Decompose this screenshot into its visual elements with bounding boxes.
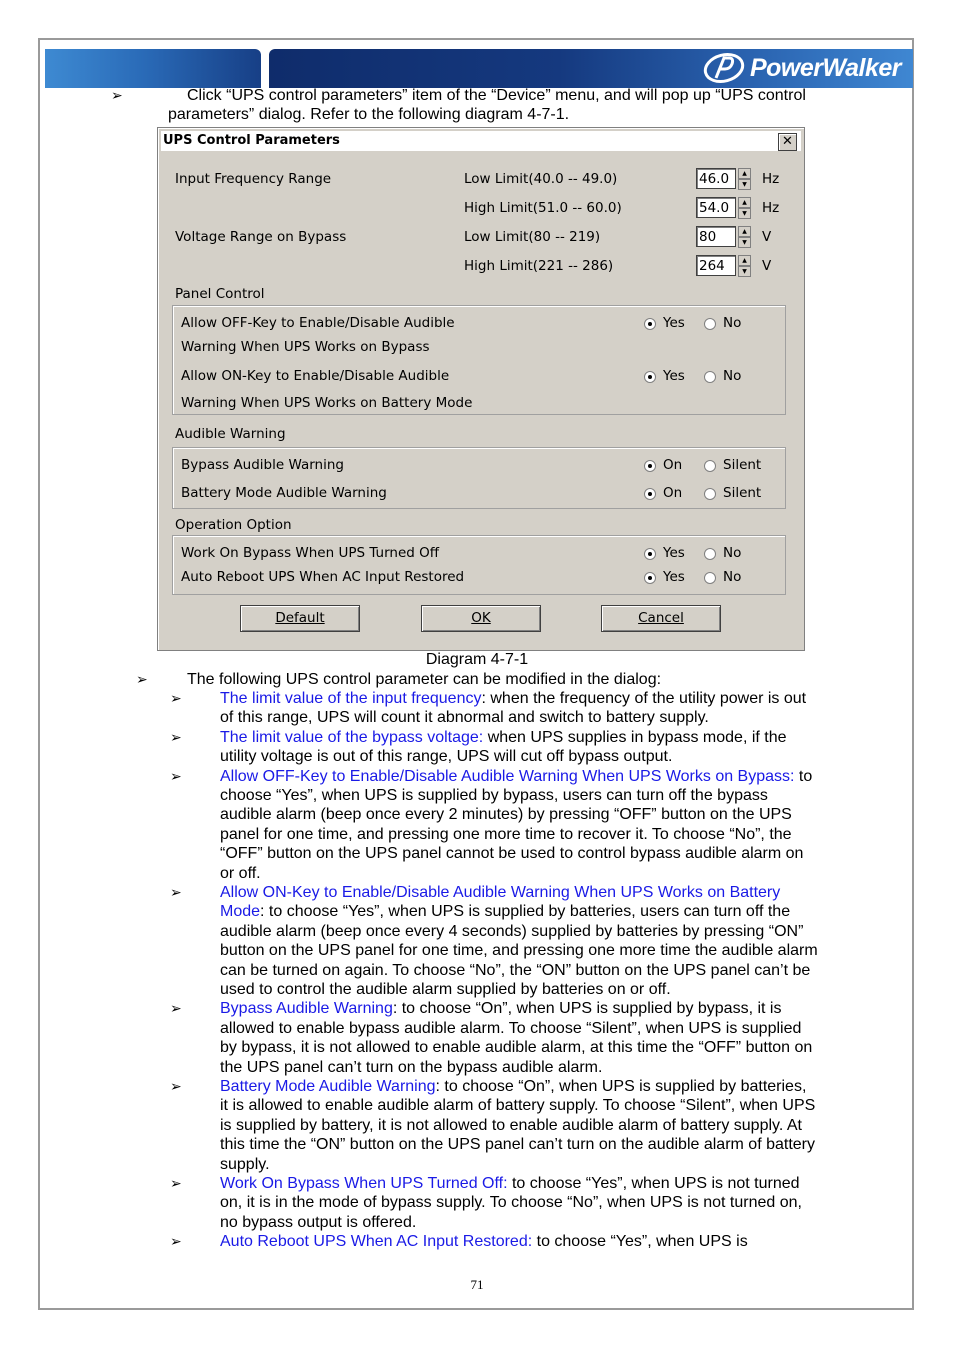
list-item-text: no bypass output is offered. bbox=[220, 1213, 417, 1231]
list-item-line bbox=[220, 999, 781, 1018]
list-item-text: when UPS supplies in bypass mode, if the bbox=[483, 728, 787, 746]
list-intro: The following UPS control parameter can be modified in the dialog: bbox=[187, 671, 662, 688]
off-key-no-radio[interactable] bbox=[704, 318, 716, 330]
on-key-yes-label: Yes bbox=[663, 368, 685, 384]
list-item-title: Mode bbox=[220, 903, 261, 921]
bypass-audible-silent-radio[interactable] bbox=[704, 460, 716, 472]
list-item-text: choose “Yes”, when UPS is supplied by bypass, users can turn off the bypass bbox=[220, 787, 768, 804]
list-item-text: can be turned on again. To choose “No”, the “ON” button on the UPS panel can’t be bbox=[220, 961, 811, 979]
off-key-no-label: No bbox=[723, 315, 742, 331]
unit-v-label: V bbox=[762, 258, 772, 274]
ok-button[interactable] bbox=[421, 605, 541, 632]
work-on-bypass-label: Work On Bypass When UPS Turned Off bbox=[181, 545, 440, 561]
auto-reboot-yes-label: Yes bbox=[663, 569, 685, 585]
spin-up-icon[interactable]: ▲ bbox=[738, 226, 751, 237]
list-item-text: : to choose “Yes”, when UPS is supplied by batteries, users can turn off the bbox=[260, 903, 791, 921]
dialog-title: UPS Control Parameters bbox=[163, 133, 340, 148]
list-item-line bbox=[220, 1232, 748, 1251]
battery-audible-label: Battery Mode Audible Warning bbox=[181, 485, 387, 501]
list-item-line bbox=[220, 1077, 806, 1096]
low-frequency-input[interactable]: 46.0 bbox=[696, 168, 736, 189]
bullet-arrow-icon: ➢ bbox=[136, 671, 148, 687]
ok-button-label: OK bbox=[471, 610, 491, 626]
bypass-voltage-label: Voltage Range on Bypass bbox=[175, 229, 347, 245]
high-frequency-label: High Limit(51.0 -- 60.0) bbox=[464, 200, 622, 216]
on-key-label-1: Allow ON-Key to Enable/Disable Audible bbox=[181, 368, 450, 384]
dialog-titlebar bbox=[161, 131, 801, 151]
close-button[interactable] bbox=[778, 133, 797, 151]
banner-right-block bbox=[269, 49, 913, 88]
list-item-text: button on the UPS panel for one time, and pressing one more time the audible alarm bbox=[220, 942, 818, 960]
bypass-audible-on-radio[interactable] bbox=[644, 460, 656, 472]
bullet-arrow-icon: ➢ bbox=[170, 1000, 182, 1017]
list-item-line bbox=[220, 689, 806, 708]
header-banner bbox=[45, 49, 913, 88]
spin-up-icon[interactable]: ▲ bbox=[738, 168, 751, 179]
spin-up-icon[interactable]: ▲ bbox=[738, 255, 751, 266]
bullet-arrow-icon: ➢ bbox=[170, 690, 182, 706]
list-item-line bbox=[220, 902, 790, 921]
low-voltage-label: Low Limit(80 -- 219) bbox=[464, 229, 601, 245]
list-item-title: Allow OFF-Key to Enable/Disable Audible Warning When UPS Works on Bypass: bbox=[220, 767, 795, 785]
bullet-arrow-icon: ➢ bbox=[170, 1233, 182, 1250]
list-item-title: Work On Bypass When UPS Turned Off: bbox=[220, 1175, 508, 1192]
list-item-text: : to choose “On”, when UPS is supplied by bypass, it is bbox=[392, 1000, 782, 1018]
battery-audible-silent-label: Silent bbox=[723, 485, 762, 501]
spin-down-icon[interactable]: ▼ bbox=[738, 179, 751, 190]
cancel-button[interactable] bbox=[601, 605, 721, 632]
work-on-bypass-no-radio[interactable] bbox=[704, 548, 716, 560]
brand-logo bbox=[702, 52, 901, 84]
battery-audible-silent-radio[interactable] bbox=[704, 488, 716, 500]
low-frequency-spinner[interactable] bbox=[696, 168, 752, 191]
spin-down-icon[interactable]: ▼ bbox=[738, 208, 751, 219]
list-item-line bbox=[220, 1174, 800, 1193]
ups-control-parameters-dialog bbox=[157, 127, 805, 651]
on-key-label-2: Warning When UPS Works on Battery Mode bbox=[181, 395, 473, 411]
list-item-title: Battery Mode Audible Warning bbox=[220, 1078, 436, 1095]
bullet-arrow-icon: ➢ bbox=[111, 87, 123, 103]
list-item-title: The limit value of the input frequency bbox=[220, 690, 482, 707]
list-item-text: supply. bbox=[220, 1155, 270, 1173]
low-voltage-spinner[interactable] bbox=[696, 226, 752, 249]
on-key-no-radio[interactable] bbox=[704, 371, 716, 383]
off-key-yes-label: Yes bbox=[663, 315, 685, 331]
unit-hz-label: Hz bbox=[762, 200, 780, 216]
spin-up-icon[interactable]: ▲ bbox=[738, 197, 751, 208]
list-item-text: used to control the audible alarm supplied by batteries on or off. bbox=[220, 981, 671, 998]
list-item-text: on, it is in the mode of bypass supply. To choose “No”, when UPS is not turned on, bbox=[220, 1194, 802, 1212]
list-item-title: Allow ON-Key to Enable/Disable Audible Warning When UPS Works on Battery bbox=[220, 884, 781, 901]
bypass-audible-on-label: On bbox=[663, 457, 683, 473]
close-icon: ✕ bbox=[782, 134, 793, 149]
list-item-text: by bypass, it is not allowed to enable audible alarm, at this time the “OFF” button on bbox=[220, 1039, 813, 1057]
list-item-text: it is allowed to enable audible alarm of battery supply. To choose “Silent”, when UPS bbox=[220, 1097, 816, 1115]
off-key-label-1: Allow OFF-Key to Enable/Disable Audible bbox=[181, 315, 455, 331]
powerwalker-logo-icon bbox=[702, 52, 746, 84]
bullet-arrow-icon: ➢ bbox=[170, 767, 182, 784]
high-voltage-input[interactable]: 264 bbox=[696, 255, 736, 276]
input-frequency-label: Input Frequency Range bbox=[175, 171, 332, 187]
spin-down-icon[interactable]: ▼ bbox=[738, 266, 751, 277]
list-item-text: allowed to enable bypass audible alarm. To choose “Silent”, when UPS is supplied bbox=[220, 1019, 802, 1037]
intro-line-2: parameters” dialog. Refer to the following diagram 4-7-1. bbox=[168, 106, 570, 123]
list-item-text: or off. bbox=[220, 864, 261, 882]
list-item-title: Bypass Audible Warning bbox=[220, 1000, 393, 1018]
list-item-text: audible alarm (beep once every 4 seconds) supplied by batteries by pressing “ON” bbox=[220, 922, 804, 940]
default-button-label: Default bbox=[275, 610, 325, 626]
bullet-arrow-icon: ➢ bbox=[170, 884, 182, 900]
on-key-no-label: No bbox=[723, 368, 742, 384]
work-on-bypass-yes-radio[interactable] bbox=[644, 548, 656, 560]
list-item-text: the UPS panel can’t turn on the bypass audible alarm. bbox=[220, 1058, 603, 1076]
bullet-arrow-icon: ➢ bbox=[170, 1175, 182, 1191]
auto-reboot-no-radio[interactable] bbox=[704, 572, 716, 584]
list-item-title: Auto Reboot UPS When AC Input Restored: bbox=[220, 1233, 533, 1251]
unit-v-label: V bbox=[762, 229, 772, 245]
list-item-text: “OFF” button on the UPS panel cannot be used to control bypass audible alarm on bbox=[220, 845, 804, 863]
list-item-text: audible alarm (beep once every 2 minutes) by pressing “OFF” button on the UPS bbox=[220, 806, 792, 824]
panel-control-heading: Panel Control bbox=[175, 286, 265, 302]
bypass-audible-silent-label: Silent bbox=[723, 457, 762, 473]
battery-audible-on-label: On bbox=[663, 485, 683, 501]
low-frequency-label: Low Limit(40.0 -- 49.0) bbox=[464, 171, 618, 187]
list-item-text: to bbox=[794, 767, 813, 785]
list-item-text: : to choose “On”, when UPS is supplied by batteries, bbox=[435, 1078, 807, 1095]
audible-warning-heading: Audible Warning bbox=[175, 426, 286, 442]
bullet-arrow-icon: ➢ bbox=[170, 1078, 182, 1094]
operation-option-heading: Operation Option bbox=[175, 517, 292, 533]
list-item-text: utility voltage is out of this range, UPS will cut off bypass output. bbox=[220, 748, 673, 766]
list-item-text: panel for one time, and pressing one more time to recover it. To choose “No”, the bbox=[220, 825, 792, 843]
banner-left-block bbox=[45, 49, 261, 88]
list-item-text: to choose “Yes”, when UPS is bbox=[532, 1233, 748, 1251]
auto-reboot-no-label: No bbox=[723, 569, 742, 585]
list-item-text: is supplied by battery, it is not allowed to enable audible alarm of battery supply. At bbox=[220, 1116, 802, 1134]
list-item-title: The limit value of the bypass voltage: bbox=[220, 728, 484, 746]
off-key-label-2: Warning When UPS Works on Bypass bbox=[181, 339, 430, 355]
default-button[interactable] bbox=[240, 605, 360, 632]
list-item-text: this time the “ON” button on the UPS panel can’t turn on the audible alarm of battery bbox=[220, 1136, 815, 1154]
page-number: 71 bbox=[470, 1277, 484, 1292]
list-item-text: to choose “Yes”, when UPS is not turned bbox=[507, 1175, 800, 1192]
auto-reboot-label: Auto Reboot UPS When AC Input Restored bbox=[181, 569, 465, 585]
unit-hz-label: Hz bbox=[762, 171, 780, 187]
bullet-arrow-icon: ➢ bbox=[170, 728, 182, 745]
on-key-yes-radio[interactable] bbox=[644, 371, 656, 383]
work-on-bypass-no-label: No bbox=[723, 545, 742, 561]
low-voltage-input[interactable]: 80 bbox=[696, 226, 736, 247]
spin-down-icon[interactable]: ▼ bbox=[738, 237, 751, 248]
diagram-caption: Diagram 4-7-1 bbox=[425, 651, 529, 668]
operation-option-group bbox=[172, 535, 786, 595]
bypass-audible-label: Bypass Audible Warning bbox=[181, 457, 344, 473]
intro-line-1: Click “UPS control parameters” item of the “Device” menu, and will pop up “UPS control bbox=[187, 87, 806, 104]
high-voltage-label: High Limit(221 -- 286) bbox=[464, 258, 614, 274]
list-item-text: : when the frequency of the utility power is out bbox=[481, 690, 807, 707]
list-item-line bbox=[220, 728, 787, 747]
high-frequency-spinner[interactable] bbox=[696, 197, 752, 220]
auto-reboot-yes-radio[interactable] bbox=[644, 572, 656, 584]
high-voltage-spinner[interactable] bbox=[696, 255, 752, 278]
list-item-text: of this range, UPS will count it abnormal and switch to battery supply. bbox=[220, 709, 709, 727]
cancel-button-label: Cancel bbox=[638, 610, 684, 626]
off-key-yes-radio[interactable] bbox=[644, 318, 656, 330]
list-item-line bbox=[220, 883, 780, 902]
battery-audible-on-radio[interactable] bbox=[644, 488, 656, 500]
brand-name: PowerWalker bbox=[749, 53, 901, 82]
work-on-bypass-yes-label: Yes bbox=[663, 545, 685, 561]
high-frequency-input[interactable]: 54.0 bbox=[696, 197, 736, 218]
list-item-line bbox=[220, 767, 812, 786]
